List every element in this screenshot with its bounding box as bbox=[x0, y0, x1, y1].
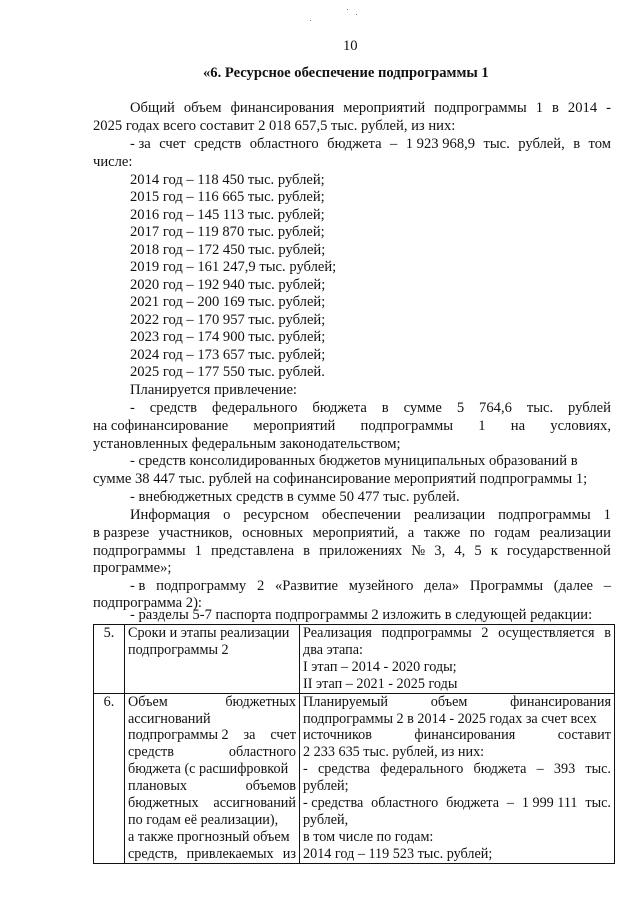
section-heading: «6. Ресурсное обеспечение подпрограммы 1 bbox=[203, 65, 489, 81]
table-row bbox=[94, 625, 615, 694]
year-line: 2018 год – 172 450 тыс. рублей; bbox=[130, 242, 326, 258]
year-line: 2024 год – 173 657 тыс. рублей; bbox=[130, 347, 326, 363]
intro-line-3: - за счет средств областного бюджета – 1 923 968,9 тыс. рублей, в том bbox=[130, 136, 611, 152]
municipal-line-1: - средств консолидированных бюджетов муниципальных образований в bbox=[130, 453, 578, 469]
year-line: 2016 год – 145 113 тыс. рублей; bbox=[130, 207, 325, 223]
year-line: 2014 год – 118 450 тыс. рублей; bbox=[130, 172, 325, 188]
scan-speck bbox=[356, 14, 357, 15]
intro-line-1: Общий объем финансирования мероприятий подпрограммы 1 в 2014 - bbox=[130, 100, 611, 116]
row-label: Объем бюджетных ассигнований подпрограммы 2 за счет средств областного бюджета (с расшифровкой плановых объемов бюджетных ассигнований по годам её реализации), а также прогнозный объем средств, привлекаемых из bbox=[125, 693, 300, 863]
row-number: 5. bbox=[94, 625, 125, 694]
row-content: Планируемый объем финансирования подпрограммы 2 в 2014 - 2025 годах за счет всех источников финансирования составит 2 233 635 тыс. рублей, из них: - средства федерального бюджета – 393 тыс. рублей; - средства областного бюджета – 1 999 111 тыс. рублей, в том числе по годам: 2014 год – 119 523 тыс. рублей; bbox=[300, 693, 615, 863]
passport-table bbox=[93, 624, 615, 864]
page-number: 10 bbox=[343, 38, 358, 54]
info-line-1: Информация о ресурсном обеспечении реализации подпрограммы 1 bbox=[130, 507, 611, 523]
municipal-line-2: сумме 38 447 тыс. рублей на софинансирование мероприятий подпрограммы 1; bbox=[93, 471, 588, 487]
year-line: 2017 год – 119 870 тыс. рублей; bbox=[130, 224, 325, 240]
year-line: 2025 год – 177 550 тыс. рублей. bbox=[130, 364, 325, 380]
federal-line-2: на софинансирование мероприятий подпрограммы 1 на условиях, bbox=[93, 418, 611, 434]
scan-speck bbox=[347, 9, 348, 10]
row-number: 6. bbox=[94, 693, 125, 863]
info-line-2: в разрезе участников, основных мероприятий, а также по годам реализации bbox=[93, 525, 611, 541]
federal-line-3: установленных федеральным законодательством; bbox=[93, 436, 401, 452]
info-line-4: программе»; bbox=[93, 560, 172, 576]
sections-note: - разделы 5-7 паспорта подпрограммы 2 изложить в следующей редакции: bbox=[130, 607, 593, 623]
year-line: 2022 год – 170 957 тыс. рублей; bbox=[130, 312, 326, 328]
table-row bbox=[94, 693, 615, 863]
year-line: 2020 год – 192 940 тыс. рублей; bbox=[130, 277, 326, 293]
planned-line: Планируется привлечение: bbox=[130, 382, 297, 398]
year-line: 2023 год – 174 900 тыс. рублей; bbox=[130, 329, 326, 345]
federal-line-1: - средств федерального бюджета в сумме 5 764,6 тыс. рублей bbox=[130, 400, 611, 416]
intro-line-4: числе: bbox=[93, 154, 133, 170]
year-line: 2015 год – 116 665 тыс. рублей; bbox=[130, 189, 325, 205]
row-content: Реализация подпрограммы 2 осуществляется в два этапа: I этап – 2014 - 2020 годы; II этап – 2021 - 2025 годы bbox=[300, 625, 615, 694]
row-label: Сроки и этапы реализации подпрограммы 2 bbox=[125, 625, 300, 694]
sub2-line-1: - в подпрограмму 2 «Развитие музейного дела» Программы (далее – bbox=[130, 578, 611, 594]
intro-line-2: 2025 годах всего составит 2 018 657,5 тыс. рублей, из них: bbox=[93, 118, 456, 134]
year-line: 2019 год – 161 247,9 тыс. рублей; bbox=[130, 259, 337, 275]
info-line-3: подпрограммы 1 представлена в приложениях № 3, 4, 5 к государственной bbox=[93, 543, 611, 559]
year-line: 2021 год – 200 169 тыс. рублей; bbox=[130, 294, 326, 310]
sub2-line-2: подпрограмма 2): bbox=[93, 595, 202, 611]
extrabudget-line: - внебюджетных средств в сумме 50 477 тыс. рублей. bbox=[130, 489, 460, 505]
scan-speck bbox=[310, 20, 311, 21]
